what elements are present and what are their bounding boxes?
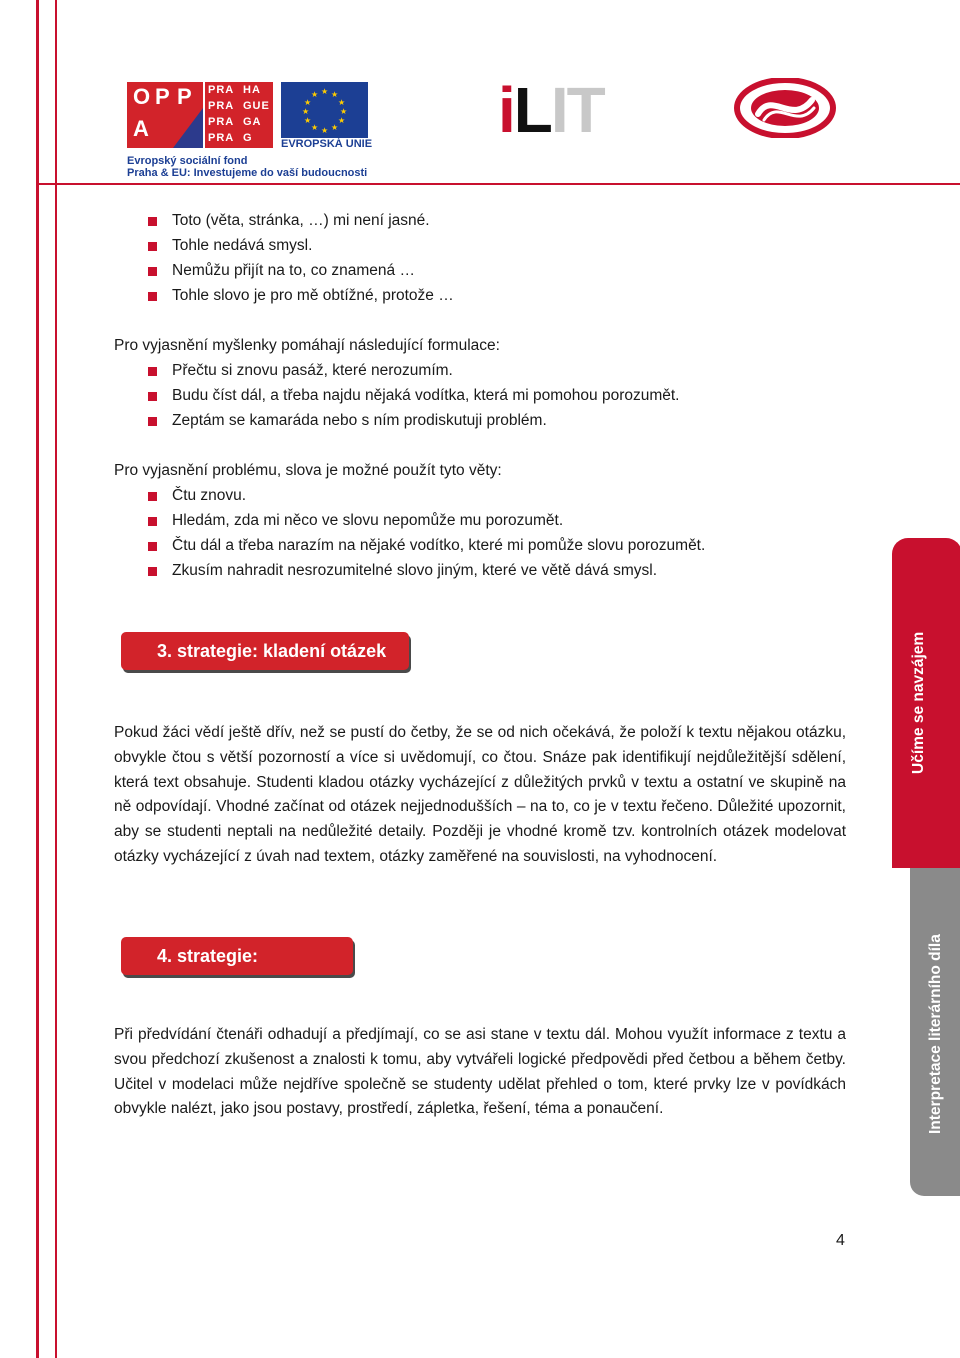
list-item: Budu číst dál, a třeba najdu nějaká vodítka, která mi pomohou porozumět. (172, 387, 680, 404)
opp-letter: P (155, 84, 172, 109)
praha-logo (205, 82, 273, 148)
bullet-icon (148, 267, 157, 276)
bullet-icon (148, 292, 157, 301)
praha-text: GUE (243, 100, 270, 112)
opp-logo (127, 82, 203, 148)
bullet-icon (148, 517, 157, 526)
left-border-line-inner (55, 0, 57, 1358)
header-divider (38, 183, 960, 185)
list-item: Zeptám se kamaráda nebo s ním prodiskutuji problém. (172, 412, 547, 429)
bullet-icon (148, 417, 157, 426)
strategy-3-paragraph: Pokud žáci vědí ještě dřív, než se pustí do četby, že se od nich očekává, že položí k textu nějakou otázku, obvykle čtou s větší pozorností a více si uvědomují, co čtou. Snáze pak identifikují nejdůležitější sdělení, která text obsahuje. Studenti kladou otázky vycházející z důležitých prvků v textu a ostatní ve skupině na ně odpovídají. Vhodné začínat od otázek nejjednodušších – na to, co je v textu řečeno. Důležité upozornit, aby se studenti neptali na nedůležité detaily. Později je vhodné kromě tzv. kontrolních otázek modelovat otázky vycházející z úvah nad textem, otázky zaměřené na souvislosti, na vyhodnocení. (114, 724, 846, 865)
bullet-icon (148, 367, 157, 376)
strategy-3-heading: 3. strategie: kladení otázek (121, 632, 409, 670)
praha-text: PRA (208, 132, 235, 144)
list-item: Hledám, zda mi něco ve slovu nepomůže mu porozumět. (172, 512, 564, 529)
strategy-4-heading: 4. strategie: předvídání (121, 937, 353, 975)
left-border-line (36, 0, 39, 1358)
bullet-icon (148, 242, 157, 251)
bullet-icon (148, 392, 157, 401)
list-item: Čtu dál a třeba narazím na nějaké vodítko, které mi pomůže slovu porozumět. (172, 537, 706, 554)
list-item: Nemůžu přijít na to, co znamená … (172, 262, 415, 279)
list-item: Zkusím nahradit nesrozumitelné slovo jiným, které ve větě dává smysl. (172, 562, 657, 579)
praha-text: PRA (208, 84, 235, 96)
eu-label: EVROPSKÁ UNIE (281, 138, 373, 150)
section-intro: Pro vyjasnění problému, slova je možné použít tyto věty: (114, 462, 502, 479)
praha-text: G (243, 132, 253, 144)
esf-label: Evropský sociální fond (127, 155, 248, 167)
side-tab-label: Učíme se navzájem (910, 631, 927, 774)
eu-flag: ★ ★ ★ ★ ★ ★ ★ ★ ★ ★ ★ ★ (281, 82, 368, 138)
organization-logo-icon (734, 78, 836, 138)
bullet-icon (148, 492, 157, 501)
list-item: Přečtu si znovu pasáž, které nerozumím. (172, 362, 453, 379)
list-item: Tohle nedává smysl. (172, 237, 313, 254)
section-intro: Pro vyjasnění myšlenky pomáhají následující formulace: (114, 337, 500, 354)
list-item: Čtu znovu. (172, 487, 247, 504)
strategy-4-paragraph: Při předvídání čtenáři odhadují a předjímají, co se asi stane v textu dál. Mohou využít informace z textu a svou předchozí zkušenost a znalosti k tomu, aby vytvářeli logické předpovědi před četbou a během četby. Učitel v modelaci může nejdříve společně se studenty udělat přehled o tom, které prvky lze v povídkách obvykle nalézt, jako jsou postavy, prostředí, zápletka, řešení, téma a ponaučení. (114, 1026, 846, 1118)
praha-text: PRA (208, 116, 235, 128)
bullet-icon (148, 217, 157, 226)
praha-text: GA (243, 116, 262, 128)
list-item: Toto (věta, stránka, …) mi není jasné. (172, 212, 430, 229)
esf-slogan: Praha & EU: Investujeme do vaší budoucnosti (127, 167, 368, 179)
side-tab-ucime-se[interactable] (892, 538, 960, 868)
page-number: 4 (836, 1232, 845, 1249)
opp-letter: A (133, 116, 151, 141)
list-item: Tohle slovo je pro mě obtížné, protože … (172, 287, 454, 304)
opp-letter: O (133, 84, 153, 109)
bullet-icon (148, 567, 157, 576)
side-tab-interpretace[interactable] (910, 868, 960, 1196)
praha-text: HA (243, 84, 261, 96)
praha-text: PRA (208, 100, 235, 112)
opp-letter: P (177, 84, 194, 109)
opp-triangle (173, 108, 203, 148)
side-tab-label: Interpretace literárního díla (927, 934, 944, 1134)
bullet-icon (148, 542, 157, 551)
ilit-logo: iLIT (498, 74, 604, 146)
